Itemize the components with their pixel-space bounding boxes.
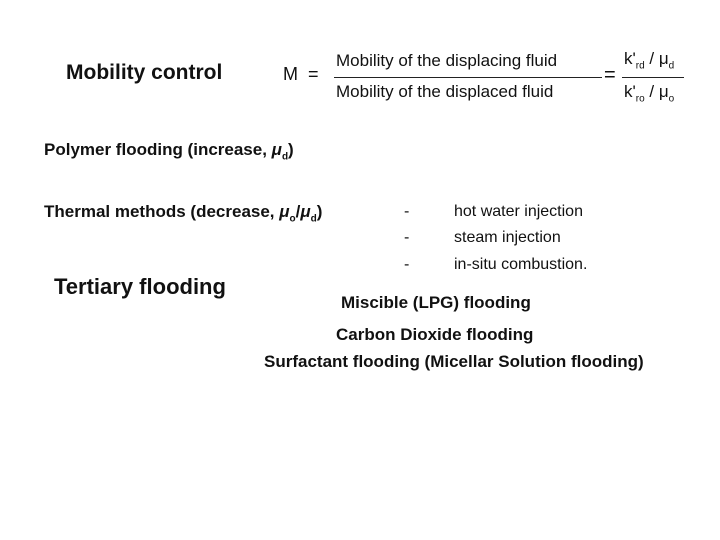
mobility-symbol: M	[283, 64, 298, 84]
mu-symbol: μ	[279, 202, 290, 221]
list-item-hot-water: hot water injection	[454, 203, 583, 220]
fraction-denominator: Mobility of the displaced fluid	[336, 82, 554, 101]
mobility-control-title: Mobility control	[66, 61, 223, 84]
k-subscript: rd	[635, 60, 645, 72]
permeability-ratio-denominator	[624, 82, 674, 104]
k-symbol: k'	[624, 82, 636, 101]
thermal-methods-heading	[44, 202, 322, 224]
mu-part: / μ	[644, 82, 669, 101]
mu-part: / μ	[644, 49, 669, 68]
mu-symbol: μ	[271, 140, 282, 159]
surfactant-flooding-item: Surfactant flooding (Micellar Solution flooding)	[264, 352, 644, 371]
close-paren: )	[316, 202, 323, 221]
k-symbol: k'	[624, 49, 636, 68]
mu-subscript: d	[281, 151, 289, 163]
co2-flooding-item: Carbon Dioxide flooding	[336, 325, 534, 344]
k-subscript: ro	[635, 93, 645, 105]
mu-subscript-2: d	[310, 213, 317, 225]
permeability-ratio-numerator	[624, 49, 674, 71]
fraction-bar-2	[622, 77, 684, 78]
close-paren: )	[288, 140, 294, 159]
equals-sign-2: =	[604, 64, 616, 86]
miscible-flooding-item: Miscible (LPG) flooding	[341, 293, 531, 312]
equals-sign: =	[308, 64, 319, 84]
list-item-steam: steam injection	[454, 229, 561, 246]
mu-subscript: d	[668, 60, 675, 72]
mu-subscript: o	[668, 93, 675, 105]
slash: /	[295, 202, 301, 221]
bullet-dash: -	[404, 256, 410, 273]
polymer-flooding-heading	[44, 140, 294, 162]
bullet-dash: -	[404, 203, 410, 220]
fraction-bar	[334, 77, 602, 78]
mu-subscript: o	[289, 213, 296, 225]
bullet-dash: -	[404, 229, 410, 246]
polymer-text: Polymer flooding (increase,	[44, 140, 272, 159]
mu-symbol-2: μ	[300, 202, 311, 221]
thermal-text: Thermal methods (decrease,	[44, 202, 280, 221]
list-item-combustion: in-situ combustion.	[454, 256, 588, 273]
tertiary-flooding-title: Tertiary flooding	[54, 274, 226, 299]
fraction-numerator: Mobility of the displacing fluid	[336, 51, 558, 70]
